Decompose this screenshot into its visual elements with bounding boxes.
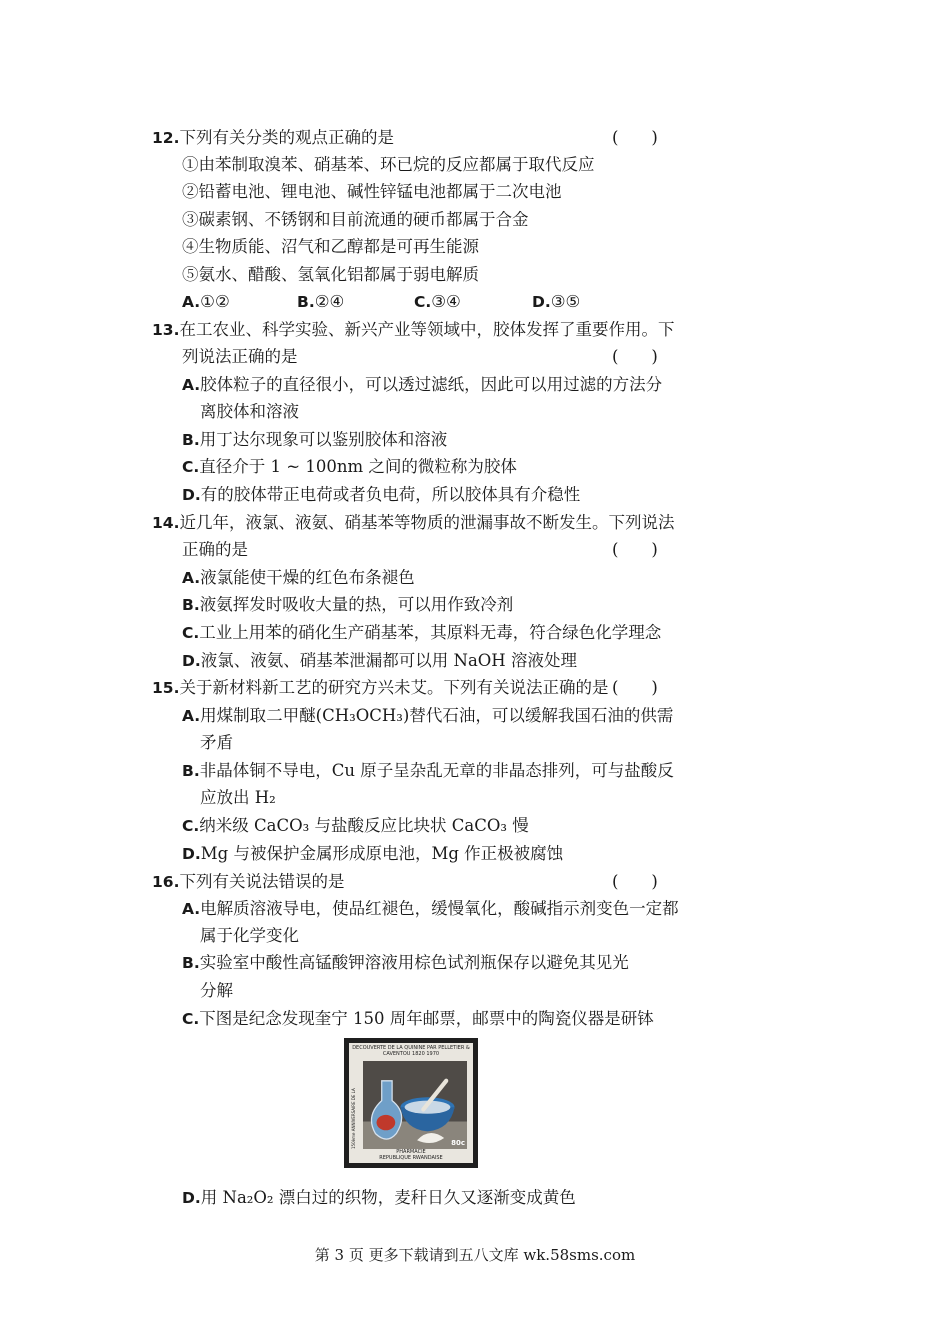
statement: ③碳素钢、不锈钢和目前流通的硬币都属于合金 — [182, 210, 529, 229]
option-b: B.非晶体铜不导电，Cu 原子呈杂乱无章的非晶态排列，可与盐酸反 — [182, 761, 674, 780]
question-13-stem: 13.在工农业、科学实验、新兴产业等领域中，胶体发挥了重要作用。下 — [152, 320, 675, 339]
option-continued: 应放出 H₂ — [200, 788, 276, 807]
page-footer: 第 3 页 更多下载请到五八文库 wk.58sms.com — [314, 1246, 636, 1264]
question-15-stem: 15.关于新材料新工艺的研究方兴未艾。下列有关说法正确的是 — [152, 678, 609, 697]
answer-bracket: ( ) — [612, 872, 658, 891]
stamp-side-text: 150ème ANNIVERSAIRE DE LA — [351, 1088, 356, 1149]
option-continued: 属于化学变化 — [200, 926, 299, 945]
option-c: C.下图是纪念发现奎宁 150 周年邮票，邮票中的陶瓷仪器是研钵 — [182, 1009, 654, 1028]
option-b: B.用丁达尔现象可以鉴别胶体和溶液 — [182, 430, 448, 449]
stamp-top-text: DECOUVERTE DE LA QUININE PAR PELLETIER & CAVENTOU 1820 1970 — [352, 1045, 470, 1057]
mortar-flask-illustration — [363, 1061, 467, 1149]
option-b: B.实验室中酸性高锰酸钾溶液用棕色试剂瓶保存以避免其见光 — [182, 953, 629, 972]
option-continued: 分解 — [200, 981, 233, 1000]
option-continued: 离胶体和溶液 — [200, 402, 299, 421]
option-b: B.液氨挥发时吸收大量的热，可以用作致冷剂 — [182, 595, 514, 614]
answer-bracket: ( ) — [612, 347, 658, 366]
question-12-stem: 12.下列有关分类的观点正确的是 — [152, 128, 394, 147]
stamp-value: 80c — [451, 1139, 465, 1147]
question-stem-continued: 正确的是 — [182, 540, 248, 559]
options-row — [182, 291, 602, 313]
option-a: A.胶体粒子的直径很小，可以透过滤纸，因此可以用过滤的方法分 — [182, 375, 663, 394]
statement: ②铅蓄电池、锂电池、碱性锌锰电池都属于二次电池 — [182, 182, 562, 201]
question-stem-continued: 列说法正确的是 — [182, 347, 298, 366]
option-c: C.纳米级 CaCO₃ 与盐酸反应比块状 CaCO₃ 慢 — [182, 816, 529, 835]
answer-bracket: ( ) — [612, 540, 658, 559]
option-d: D.液氯、液氨、硝基苯泄漏都可以用 NaOH 溶液处理 — [182, 651, 577, 670]
answer-bracket: ( ) — [612, 678, 658, 697]
option-continued: 矛盾 — [200, 733, 233, 752]
option-a: A.①② — [182, 292, 230, 311]
stamp-illustration — [363, 1061, 467, 1149]
option-c: C.工业上用苯的硝化生产硝基苯，其原料无毒，符合绿色化学理念 — [182, 623, 662, 642]
option-d: D.用 Na₂O₂ 漂白过的织物，麦秆日久又逐渐变成黄色 — [182, 1188, 576, 1207]
statement: ④生物质能、沼气和乙醇都是可再生能源 — [182, 237, 479, 256]
option-a: A.液氯能使干燥的红色布条褪色 — [182, 568, 415, 587]
answer-bracket: ( ) — [612, 128, 658, 147]
question-14-stem: 14.近几年，液氯、液氨、硝基苯等物质的泄漏事故不断发生。下列说法 — [152, 513, 675, 532]
option-b: B.②④ — [297, 292, 345, 311]
quinine-stamp-image — [344, 1038, 478, 1168]
option-c: C.直径介于 1 ~ 100nm 之间的微粒称为胶体 — [182, 457, 517, 476]
option-a: A.电解质溶液导电，使品红褪色，缓慢氧化，酸碱指示剂变色一定都 — [182, 899, 679, 918]
question-16-stem: 16.下列有关说法错误的是 — [152, 872, 345, 891]
statement: ①由苯制取溴苯、硝基苯、环已烷的反应都属于取代反应 — [182, 155, 595, 174]
stamp-face — [349, 1043, 473, 1163]
option-c: C.③④ — [414, 292, 461, 311]
statement: ⑤氨水、醋酸、氢氧化铝都属于弱电解质 — [182, 265, 479, 284]
option-d: D.Mg 与被保护金属形成原电池，Mg 作正极被腐蚀 — [182, 844, 564, 863]
stamp-bottom-text: PHARMACIE REPUBLIQUE RWANDAISE — [379, 1149, 443, 1161]
option-d: D.有的胶体带正电荷或者负电荷，所以胶体具有介稳性 — [182, 485, 581, 504]
option-a: A.用煤制取二甲醚(CH₃OCH₃)替代石油，可以缓解我国石油的供需 — [182, 706, 674, 725]
option-d: D.③⑤ — [532, 292, 581, 311]
